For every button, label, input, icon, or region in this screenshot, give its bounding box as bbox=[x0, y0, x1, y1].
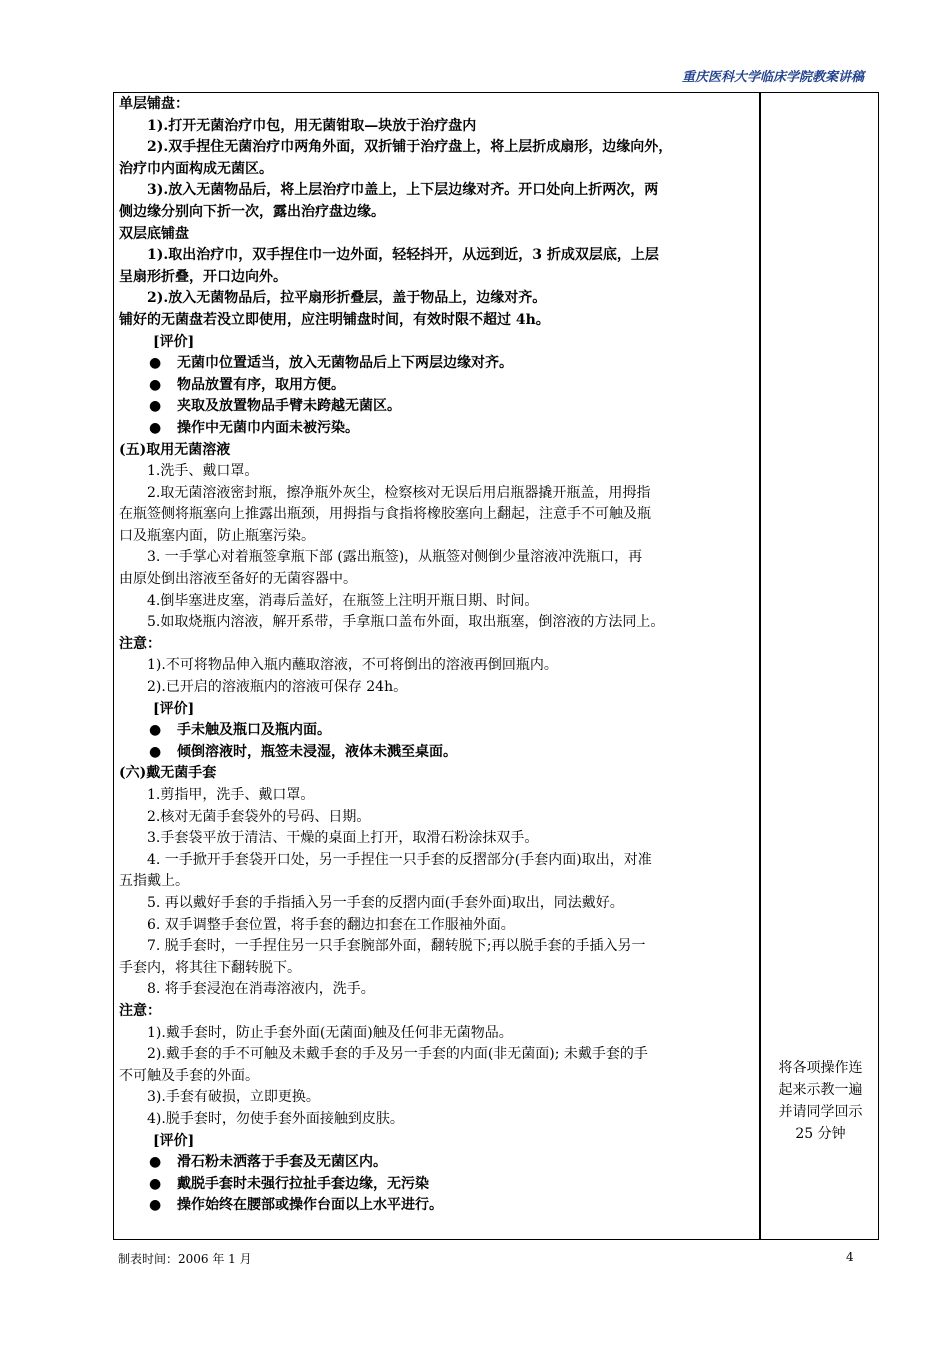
text-line: 1.剪指甲，洗手、戴口罩。 bbox=[147, 787, 315, 803]
bullet-text: 手未触及瓶口及瓶内面。 bbox=[177, 722, 331, 739]
bullet-dot-icon: ● bbox=[149, 1154, 162, 1171]
bullet-text: 戴脱手套时未强行拉扯手套边缘，无污染 bbox=[177, 1175, 429, 1192]
bullet-item bbox=[119, 1152, 755, 1174]
side-note-line: 起来示教一遍 bbox=[778, 1082, 863, 1098]
text-line: 2).双手捏住无菌治疗巾两角外面，双折铺于治疗盘上，将上层折成扇形，边缘向外， bbox=[147, 139, 673, 156]
text-line: 2).已开启的溶液瓶内的溶液可保存 24h。 bbox=[147, 679, 408, 696]
text-line: 6. 双手调整手套位置，将手套的翻边扣套在工作服袖外面。 bbox=[147, 916, 515, 933]
text-line: 在瓶签侧将瓶塞向上推露出瓶颈，用拇指与食指将橡胶塞向上翻起，注意手不可触及瓶 bbox=[119, 506, 651, 523]
text-line: 3).放入无菌物品后，将上层治疗巾盖上，上下层边缘对齐。开口处向上折两次，两 bbox=[147, 182, 659, 199]
text-line: 五指戴上。 bbox=[119, 873, 189, 890]
text-line: 呈扇形折叠，开口边向外。 bbox=[119, 268, 287, 285]
text-line: [评价] bbox=[153, 333, 195, 350]
bullet-dot-icon: ● bbox=[149, 419, 162, 436]
text-line: 4).脱手套时，勿使手套外面接触到皮肤。 bbox=[147, 1110, 404, 1127]
text-line: 注意： bbox=[119, 635, 161, 652]
text-line: 3. 一手掌心对着瓶签拿瓶下部 (露出瓶签)，从瓶签对侧倒少量溶液冲洗瓶口，再 bbox=[147, 549, 643, 566]
bullet-dot-icon: ● bbox=[149, 376, 162, 393]
text-line: 4. 一手掀开手套袋开口处，另一手捏住一只手套的反摺部分(手套内面)取出，对准 bbox=[147, 851, 652, 868]
bullet-dot-icon: ● bbox=[149, 722, 162, 739]
text-line: 1).打开无菌治疗巾包，用无菌钳取—块放于治疗盘内 bbox=[147, 117, 477, 134]
bullet-item bbox=[119, 418, 755, 440]
bullet-item bbox=[119, 720, 755, 742]
text-line: 2.取无菌溶液密封瓶，擦净瓶外灰尘，检察核对无误后用启瓶器撬开瓶盖，用拇指 bbox=[147, 484, 651, 501]
text-line: 由原处倒出溶液至备好的无菌容器中。 bbox=[119, 571, 357, 588]
bullet-text: 操作中无菌巾内面未被污染。 bbox=[177, 419, 359, 436]
side-note-line: 25 分钟 bbox=[795, 1126, 846, 1142]
text-line: 治疗巾内面构成无菌区。 bbox=[119, 160, 273, 177]
bullet-item bbox=[119, 1195, 755, 1217]
text-line: 5. 再以戴好手套的手指插入另一手套的反摺内面(手套外面)取出，同法戴好。 bbox=[147, 894, 624, 911]
text-line: 3.手套袋平放于清洁、干燥的桌面上打开，取滑石粉涂抹双手。 bbox=[147, 830, 539, 847]
text-line: 1).取出治疗巾，双手捏住巾一边外面，轻轻抖开，从远到近，3 折成双层底，上层 bbox=[147, 247, 659, 264]
text-line: 5.如取烧瓶内溶液，解开系带，手拿瓶口盖布外面，取出瓶塞，倒溶液的方法同上。 bbox=[147, 614, 665, 631]
text-line: 1).不可将物品伸入瓶内蘸取溶液，不可将倒出的溶液再倒回瓶内。 bbox=[147, 657, 558, 674]
bullet-item bbox=[119, 396, 755, 418]
text-line: 单层铺盘： bbox=[119, 96, 189, 112]
text-line: 8. 将手套浸泡在消毒溶液内，洗手。 bbox=[147, 981, 375, 998]
page-number: 4 bbox=[846, 1250, 854, 1264]
bullet-dot-icon: ● bbox=[149, 1175, 162, 1192]
text-line: 4.倒毕塞进皮塞，消毒后盖好，在瓶签上注明开瓶日期、时间。 bbox=[147, 592, 539, 609]
text-line: 1).戴手套时，防止手套外面(无菌面)触及任何非无菌物品。 bbox=[147, 1024, 513, 1041]
side-note-line: 将各项操作连 bbox=[778, 1060, 863, 1076]
bullet-text: 无菌巾位置适当，放入无菌物品后上下两层边缘对齐。 bbox=[177, 355, 513, 372]
text-line: [评价] bbox=[153, 1132, 195, 1149]
page-header-title: 重庆医科大学临床学院教案讲稿 bbox=[681, 70, 864, 85]
bullet-dot-icon: ● bbox=[149, 743, 162, 760]
side-notes-cell bbox=[762, 1057, 879, 1145]
text-line: 手套内，将其往下翻转脱下。 bbox=[119, 959, 301, 976]
text-line: (六)戴无菌手套 bbox=[119, 765, 217, 782]
side-note-line: 并请同学回示 bbox=[778, 1104, 863, 1120]
text-line: 铺好的无菌盘若没立即使用，应注明铺盘时间，有效时限不超过 4h。 bbox=[119, 311, 550, 328]
bullet-text: 物品放置有序，取用方便。 bbox=[177, 376, 345, 393]
bullet-item bbox=[119, 353, 755, 375]
text-line: 1.洗手、戴口罩。 bbox=[147, 463, 259, 480]
text-line: 不可触及手套的外面。 bbox=[119, 1067, 259, 1084]
bullet-text: 滑石粉未洒落于手套及无菌区内。 bbox=[177, 1154, 387, 1171]
bullet-dot-icon: ● bbox=[149, 355, 162, 372]
text-line: 3).手套有破损，立即更换。 bbox=[147, 1089, 320, 1106]
bullet-item bbox=[119, 1174, 755, 1196]
text-line: [评价] bbox=[153, 700, 195, 717]
text-line: 口及瓶塞内面，防止瓶塞污染。 bbox=[119, 527, 315, 544]
text-line: 双层底铺盘 bbox=[119, 225, 189, 242]
text-line: 2).放入无菌物品后，拉平扇形折叠层，盖于物品上，边缘对齐。 bbox=[147, 290, 547, 307]
bullet-text: 操作始终在腰部或操作台面以上水平进行。 bbox=[177, 1197, 443, 1214]
bullet-text: 倾倒溶液时，瓶签未浸湿，液体未溅至桌面。 bbox=[177, 743, 457, 760]
bullet-dot-icon: ● bbox=[149, 398, 162, 415]
column-divider bbox=[759, 92, 761, 1240]
bullet-item bbox=[119, 375, 755, 397]
text-line: (五)取用无菌溶液 bbox=[119, 441, 231, 458]
bullet-item bbox=[119, 742, 755, 764]
bullet-dot-icon: ● bbox=[149, 1197, 162, 1214]
text-line: 侧边缘分别向下折一次，露出治疗盘边缘。 bbox=[119, 203, 385, 220]
text-line: 2).戴手套的手不可触及未戴手套的手及另一手套的内面(非无菌面); 未戴手套的手 bbox=[147, 1046, 648, 1063]
footer-date: 制表时间：2006 年 1 月 bbox=[118, 1252, 252, 1266]
text-line: 2.核对无菌手套袋外的号码、日期。 bbox=[147, 808, 371, 825]
main-content-cell bbox=[119, 94, 755, 1217]
text-line: 7. 脱手套时，一手捏住另一只手套腕部外面，翻转脱下;再以脱手套的手插入另一 bbox=[147, 938, 646, 955]
bullet-text: 夹取及放置物品手臂未跨越无菌区。 bbox=[177, 398, 401, 415]
text-line: 注意： bbox=[119, 1002, 161, 1019]
